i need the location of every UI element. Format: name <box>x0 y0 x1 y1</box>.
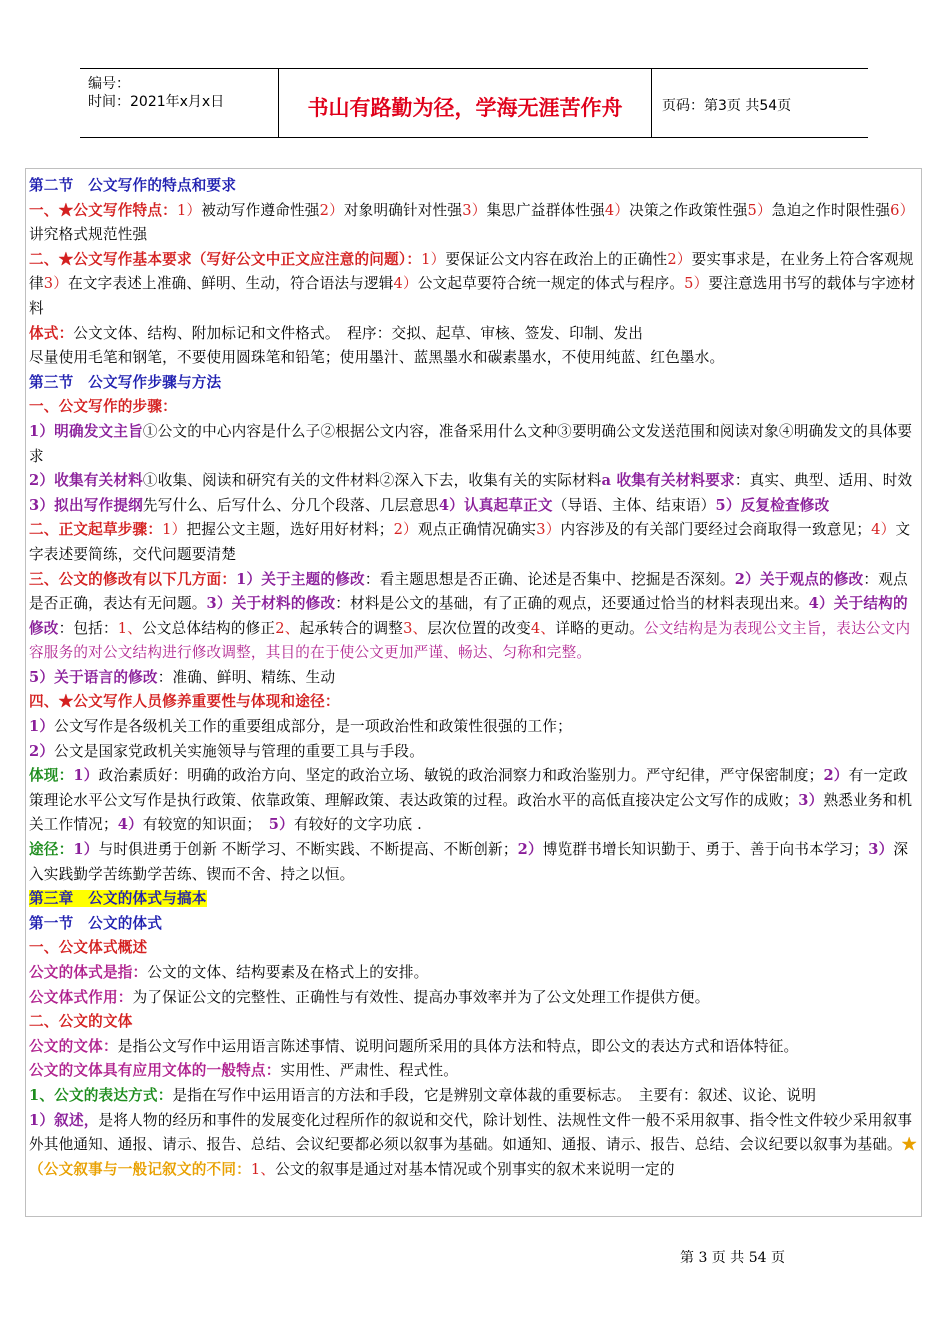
text-run: 内容涉及的有关部门要经过会商取得一致意见； <box>560 521 872 539</box>
text-run: 3） <box>462 201 487 219</box>
text-run: 1）关于主题的修改 <box>236 570 365 588</box>
text-run: 4）认真起草正文 <box>438 496 553 514</box>
chapter-heading <box>29 887 918 912</box>
text-run: 4） <box>393 275 418 293</box>
text-run: 公文的体式是指： <box>29 964 148 981</box>
text-run: 有一定政策理论水平公文写作是执行政策、依靠政策、理解政策、表达政策的过程。政治水平的高低直接决定公文写作的成败； <box>29 767 908 809</box>
text-run: 文字表述要简练，交代问题要清楚 <box>29 521 911 563</box>
text-run: 第一节 公文的体式 <box>29 914 163 932</box>
text-run: ：材料是公文的基础，有了正确的观点，还要通过恰当的材料表现出来。 <box>335 595 809 613</box>
text-run: 集思广益群体性强 <box>486 201 605 219</box>
paragraph <box>29 322 918 347</box>
section-heading <box>29 174 918 199</box>
text-run: 1） <box>73 767 99 785</box>
text-run: 决策之作政策性强 <box>629 201 748 219</box>
document-body <box>26 169 921 1182</box>
text-run: 1、 <box>117 619 143 637</box>
text-run: 公文起草要符合统一规定的体式与程序。 <box>417 275 685 293</box>
text-run: 3） <box>43 275 69 293</box>
doc-number-label: 编号： <box>88 76 130 92</box>
text-run: 详略的更动。 <box>555 619 644 637</box>
text-run: ：包括： <box>58 619 118 637</box>
subheading <box>29 1010 918 1035</box>
text-run: 公文体式作用： <box>29 988 133 1006</box>
text-run: 政治素质好：明确的政治方向、坚定的政治立场、敏锐的政治洞察力和政治鉴别力。严守纪律，严守保密制度； <box>98 767 824 785</box>
text-run: 2） <box>319 201 344 219</box>
text-run: 对象明确针对性强 <box>343 201 463 219</box>
text-run: 第三节 公文写作步骤与方法 <box>29 373 222 391</box>
section-heading <box>29 912 918 937</box>
paragraph <box>29 469 918 494</box>
text-run: 公文文体、结构、附加标记和文件格式。 程序：交拟、起草、审核、签发、印制、发出 <box>73 324 644 342</box>
paragraph <box>29 346 918 371</box>
paragraph <box>29 838 918 887</box>
text-run: 3） <box>868 841 894 859</box>
content-box <box>25 168 922 1217</box>
text-run: 公文的文体、结构要素及在格式上的安排。 <box>147 964 429 981</box>
text-run: ：真实、典型、适用、时效 <box>734 472 913 490</box>
text-run: 3、 <box>403 619 428 637</box>
text-run: 把握公文主题，选好用好材料； <box>186 521 394 539</box>
subheading <box>29 395 918 420</box>
paragraph <box>29 715 918 740</box>
text-run: 体现： <box>29 767 74 785</box>
text-run: 4、 <box>530 619 556 637</box>
text-run: 3）关于材料的修改 <box>206 595 336 613</box>
text-run: 公文结构是为表现公文主旨，表达公文内容服务的对公文结构进行修改调整，其目的在于使公文更加严谨、畅达、匀称和完整。 <box>29 619 911 662</box>
text-run: 1）叙述， <box>29 1111 99 1129</box>
text-run: 博览群书增长知识勤于、勇于、善于向书本学习； <box>542 841 869 859</box>
text-run: 公文的文体： <box>29 1037 118 1055</box>
text-run: ①公文的中心内容是什么子②根据公文内容，准备采用什么文种③要明确公文发送范围和阅读对象④明确发文的具体要求 <box>29 422 913 465</box>
text-run: 是指在写作中运用语言的方法和手段，它是辨别文章体裁的重要标志。 主要有：叙述、议论、说明 <box>172 1086 817 1104</box>
text-run: 二、★公文写作基本要求（写好公文中正文应注意的问题）： <box>29 250 422 268</box>
text-run: 二、正文起草步骤： <box>29 521 163 539</box>
text-run: 4） <box>871 521 896 539</box>
text-run: 要实事求是，在业务上符合客观规律 <box>29 250 914 293</box>
text-run: ：观点是否正确，表达有无问题。 <box>29 570 908 613</box>
text-run: 深入实践勤学苦练勤学苦练、锲而不舍、持之以恒。 <box>29 841 909 883</box>
text-run: 与时俱进勇于创新 不断学习、不断实践、不断提高、不断创新； <box>98 841 518 859</box>
text-run: 有较好的文字功底 . <box>293 816 422 834</box>
section-heading <box>29 371 918 396</box>
text-run: 体式： <box>29 324 74 342</box>
motto-text: 书山有路勤为径，学海无涯苦作舟 <box>307 96 623 120</box>
text-run: 5）关于语言的修改 <box>29 668 158 686</box>
text-run: 3）拟出写作提纲 <box>29 496 143 514</box>
paragraph <box>29 568 918 666</box>
text-run: 公文是国家党政机关实施领导与管理的重要工具与手段。 <box>54 742 425 760</box>
paragraph <box>29 986 918 1011</box>
text-run: 讲究格式规范性强 <box>29 226 148 244</box>
paragraph <box>29 1035 918 1060</box>
text-run: 三、公文的修改有以下几方面： <box>29 570 237 588</box>
paragraph <box>29 740 918 765</box>
text-run: 2）收集有关材料 <box>29 472 143 490</box>
text-run: 4） <box>117 816 143 834</box>
text-run: 在文字表述上准确、鲜明、生动，符合语法与逻辑 <box>68 275 394 293</box>
text-run: 2） <box>823 767 849 785</box>
text-run: ★（公文叙事与一般记叙文的不同： <box>29 1136 917 1178</box>
text-run: 1） <box>73 841 99 859</box>
text-run: 要保证公文内容在政治上的正确性 <box>445 250 668 268</box>
text-run: 1） <box>421 250 446 268</box>
text-run: 途径： <box>29 841 74 859</box>
paragraph <box>29 1109 918 1183</box>
text-run: 1） <box>162 521 187 539</box>
text-run: 1） <box>29 718 55 736</box>
text-run: 公文写作是各级机关工作的重要组成部分，是一项政治性和政策性很强的工作； <box>54 718 572 736</box>
text-run: 1、 <box>250 1160 276 1178</box>
text-run: 被动写作遵命性强 <box>201 201 320 219</box>
text-run: 尽量使用毛笔和钢笔，不要使用圆珠笔和铅笔；使用墨汁、蓝黑墨水和碳素墨水，不使用纯蓝、红色墨水。 <box>29 349 725 367</box>
text-run: 1）明确发文主旨 <box>29 422 143 440</box>
text-run: 二、公文的文体 <box>29 1013 133 1031</box>
text-run: 4） <box>604 201 630 219</box>
paragraph <box>29 420 918 469</box>
text-run: 一、★公文写作特点： <box>29 201 177 219</box>
text-run: 第二节 公文写作的特点和要求 <box>29 177 237 194</box>
text-run: 6） <box>890 201 915 219</box>
paragraph <box>29 961 918 986</box>
text-run: 起承转合的调整 <box>299 619 404 637</box>
text-run: a 收集有关材料要求 <box>601 472 735 490</box>
text-run: 四、★公文写作人员修养重要性与体现和途径： <box>29 693 340 711</box>
header-meta-cell <box>80 69 279 137</box>
text-run: 2） <box>393 521 418 539</box>
text-run: 5）反复检查修改 <box>715 496 830 514</box>
doc-time-label: 时间：2021年x月x日 <box>88 94 225 110</box>
text-run: 5） <box>268 816 294 834</box>
text-run: 为了保证公文的完整性、正确性与有效性、提高办事效率并为了公文处理工作提供方便。 <box>132 988 710 1006</box>
text-run: 是指公文写作中运用语言陈述事情、说明问题所采用的具体方法和特点，即公文的表达方式和语体特征。 <box>117 1037 799 1055</box>
page-header <box>80 68 868 138</box>
text-run: 2） <box>667 250 692 268</box>
text-run: 公文总体结构的修正 <box>142 619 276 637</box>
text-run: 实用性、严肃性、程式性。 <box>280 1062 459 1080</box>
text-run: 有较宽的知识面； <box>142 816 269 834</box>
page-footer: 第 3 页 共 54 页 <box>680 1250 785 1266</box>
subheading <box>29 936 918 961</box>
text-run: 2）关于观点的修改 <box>734 570 864 588</box>
text-run: 1、公文的表达方式： <box>29 1086 173 1104</box>
text-run: ①收集、阅读和研究有关的文件材料②深入下去，收集有关的实际材料 <box>142 472 602 490</box>
text-run: 观点正确情况确实 <box>417 521 537 539</box>
text-run: 急迫之作时限性强 <box>771 201 891 219</box>
text-run: 公文的叙事是通过对基本情况或个别事实的叙术来说明一定的 <box>275 1160 675 1178</box>
paragraph <box>29 764 918 838</box>
text-run: （导语、主体、结束语） <box>552 496 716 514</box>
text-run: 要注意选用书写的载体与字迹材料 <box>29 275 916 317</box>
text-run: 1） <box>176 201 202 219</box>
text-run: 2、 <box>275 619 300 637</box>
paragraph <box>29 518 918 567</box>
header-motto-cell <box>279 69 652 137</box>
paragraph <box>29 666 918 691</box>
text-run: ：看主题思想是否正确、论述是否集中、挖掘是否深刻。 <box>364 570 735 588</box>
text-run: 公文的文体具有应用文体的一般特点： <box>29 1062 281 1080</box>
paragraph <box>29 1084 918 1109</box>
text-run: 5） <box>747 201 772 219</box>
text-run: 一、公文体式概述 <box>29 939 148 957</box>
text-run: 先写什么、后写什么、分几个段落、几层意思 <box>142 496 439 514</box>
text-run: 2） <box>517 841 543 859</box>
text-run: 5） <box>684 275 709 293</box>
text-run: 第三章 公文的体式与搞本 <box>29 890 207 908</box>
page-info: 页码：第3页 共54页 <box>662 98 792 114</box>
header-page-cell <box>652 69 868 137</box>
text-run: 2） <box>29 742 55 760</box>
paragraph <box>29 1059 918 1084</box>
text-run: 熟悉业务和机关工作情况； <box>29 791 913 834</box>
text-run: 3） <box>798 791 824 809</box>
text-run: 层次位置的改变 <box>427 619 531 637</box>
paragraph <box>29 494 918 519</box>
text-run: 一、公文写作的步骤： <box>29 398 177 416</box>
paragraph <box>29 199 918 248</box>
paragraph <box>29 248 918 322</box>
text-run: 4）关于结构的修改 <box>29 595 908 637</box>
text-run: ：准确、鲜明、精练、生动 <box>157 668 336 686</box>
text-run: 是将人物的经历和事件的发展变化过程所作的叙说和交代，除计划性、法规性文件一般不采用叙事、指令性文件较少采用叙事外其他通知、通报、请示、报告、总结、会议纪要都必须以叙事为基础。如通知、通报、请示、报告、总结、会议纪要以叙事为基础。 <box>29 1111 913 1154</box>
text-run: 3） <box>536 521 561 539</box>
subheading <box>29 690 918 715</box>
